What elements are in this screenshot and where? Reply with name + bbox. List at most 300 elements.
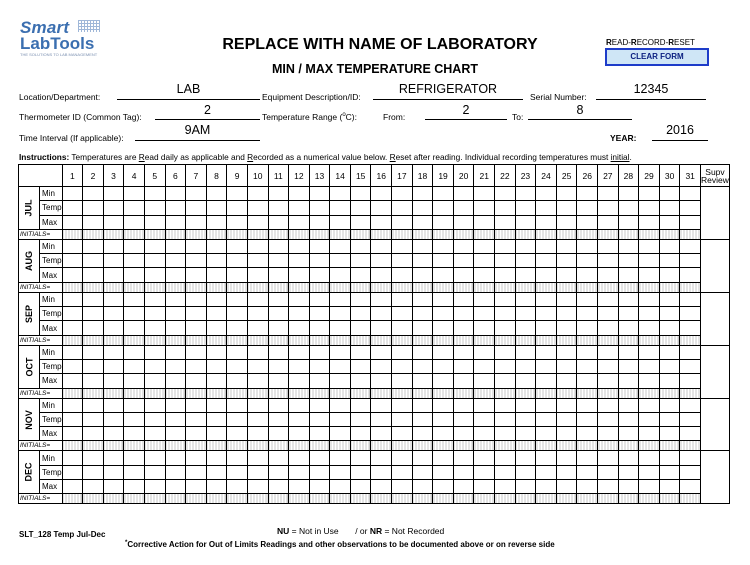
temp-cell[interactable]: [392, 398, 413, 412]
temp-cell[interactable]: [433, 215, 454, 229]
temp-cell[interactable]: [495, 412, 516, 426]
temp-cell[interactable]: [474, 215, 495, 229]
temp-cell[interactable]: [639, 292, 660, 306]
temp-cell[interactable]: [330, 427, 351, 441]
temp-cell[interactable]: [495, 345, 516, 359]
temp-cell[interactable]: [186, 359, 207, 373]
temp-cell[interactable]: [144, 427, 165, 441]
temp-cell[interactable]: [536, 427, 557, 441]
initials-cell[interactable]: [392, 335, 413, 345]
temp-cell[interactable]: [247, 215, 268, 229]
temp-cell[interactable]: [659, 239, 680, 253]
temp-cell[interactable]: [392, 254, 413, 268]
temp-cell[interactable]: [577, 451, 598, 465]
temp-cell[interactable]: [680, 480, 701, 494]
temp-cell[interactable]: [495, 480, 516, 494]
temp-cell[interactable]: [515, 427, 536, 441]
temp-cell[interactable]: [83, 465, 104, 479]
temp-cell[interactable]: [186, 254, 207, 268]
temp-cell[interactable]: [289, 359, 310, 373]
temp-cell[interactable]: [83, 480, 104, 494]
temp-cell[interactable]: [103, 187, 124, 201]
temp-cell[interactable]: [186, 239, 207, 253]
initials-cell[interactable]: [515, 494, 536, 504]
temp-cell[interactable]: [103, 215, 124, 229]
temp-cell[interactable]: [577, 427, 598, 441]
temp-cell[interactable]: [495, 292, 516, 306]
temp-cell[interactable]: [392, 359, 413, 373]
initials-cell[interactable]: [124, 494, 145, 504]
temp-cell[interactable]: [289, 254, 310, 268]
temp-cell[interactable]: [83, 239, 104, 253]
initials-cell[interactable]: [165, 282, 186, 292]
temp-cell[interactable]: [577, 307, 598, 321]
initials-cell[interactable]: [227, 335, 248, 345]
temp-cell[interactable]: [350, 307, 371, 321]
initials-cell[interactable]: [289, 494, 310, 504]
temp-cell[interactable]: [412, 187, 433, 201]
initials-cell[interactable]: [83, 335, 104, 345]
temp-cell[interactable]: [247, 451, 268, 465]
initials-cell[interactable]: [495, 441, 516, 451]
temp-cell[interactable]: [659, 480, 680, 494]
temp-cell[interactable]: [144, 187, 165, 201]
temp-cell[interactable]: [371, 215, 392, 229]
temp-cell[interactable]: [680, 321, 701, 335]
temp-cell[interactable]: [124, 307, 145, 321]
temp-cell[interactable]: [247, 292, 268, 306]
temp-cell[interactable]: [268, 480, 289, 494]
initials-cell[interactable]: [659, 388, 680, 398]
temp-cell[interactable]: [165, 451, 186, 465]
temp-cell[interactable]: [350, 398, 371, 412]
temp-cell[interactable]: [206, 307, 227, 321]
temp-cell[interactable]: [536, 398, 557, 412]
temp-cell[interactable]: [556, 292, 577, 306]
temp-cell[interactable]: [371, 254, 392, 268]
temp-cell[interactable]: [556, 374, 577, 388]
temp-cell[interactable]: [598, 321, 619, 335]
initials-cell[interactable]: [83, 441, 104, 451]
temp-cell[interactable]: [186, 398, 207, 412]
temp-cell[interactable]: [83, 345, 104, 359]
temp-cell[interactable]: [412, 321, 433, 335]
initials-cell[interactable]: [247, 335, 268, 345]
temp-cell[interactable]: [412, 345, 433, 359]
initials-cell[interactable]: [536, 229, 557, 239]
temp-cell[interactable]: [618, 480, 639, 494]
temp-cell[interactable]: [268, 345, 289, 359]
temp-cell[interactable]: [433, 359, 454, 373]
temp-cell[interactable]: [227, 427, 248, 441]
temp-cell[interactable]: [659, 398, 680, 412]
temp-cell[interactable]: [268, 254, 289, 268]
temp-cell[interactable]: [680, 465, 701, 479]
temp-cell[interactable]: [659, 427, 680, 441]
temp-cell[interactable]: [206, 480, 227, 494]
temp-cell[interactable]: [165, 254, 186, 268]
temp-cell[interactable]: [227, 201, 248, 215]
location-value[interactable]: LAB: [176, 82, 201, 96]
temp-cell[interactable]: [83, 201, 104, 215]
initials-cell[interactable]: [268, 441, 289, 451]
initials-cell[interactable]: [598, 335, 619, 345]
temp-cell[interactable]: [433, 451, 454, 465]
temp-cell[interactable]: [62, 254, 83, 268]
temp-cell[interactable]: [289, 427, 310, 441]
temp-cell[interactable]: [598, 254, 619, 268]
initials-cell[interactable]: [186, 335, 207, 345]
temp-cell[interactable]: [495, 465, 516, 479]
temp-cell[interactable]: [206, 427, 227, 441]
temp-cell[interactable]: [453, 239, 474, 253]
initials-cell[interactable]: [247, 494, 268, 504]
temp-cell[interactable]: [144, 465, 165, 479]
temp-cell[interactable]: [103, 307, 124, 321]
temp-cell[interactable]: [515, 465, 536, 479]
initials-cell[interactable]: [453, 441, 474, 451]
temp-cell[interactable]: [186, 427, 207, 441]
temp-cell[interactable]: [556, 427, 577, 441]
temp-cell[interactable]: [598, 292, 619, 306]
temp-cell[interactable]: [371, 187, 392, 201]
initials-cell[interactable]: [577, 388, 598, 398]
initials-cell[interactable]: [556, 282, 577, 292]
temp-cell[interactable]: [309, 239, 330, 253]
temp-cell[interactable]: [309, 268, 330, 282]
temp-cell[interactable]: [618, 292, 639, 306]
temp-cell[interactable]: [392, 239, 413, 253]
temp-cell[interactable]: [165, 321, 186, 335]
temp-cell[interactable]: [227, 268, 248, 282]
temp-cell[interactable]: [289, 321, 310, 335]
temp-cell[interactable]: [598, 359, 619, 373]
temp-cell[interactable]: [659, 321, 680, 335]
to-value[interactable]: 8: [576, 103, 584, 117]
temp-cell[interactable]: [247, 254, 268, 268]
initials-cell[interactable]: [577, 335, 598, 345]
temp-cell[interactable]: [639, 321, 660, 335]
initials-cell[interactable]: [515, 335, 536, 345]
temp-cell[interactable]: [103, 239, 124, 253]
temp-cell[interactable]: [453, 374, 474, 388]
temp-cell[interactable]: [392, 374, 413, 388]
temp-cell[interactable]: [618, 268, 639, 282]
temp-cell[interactable]: [536, 465, 557, 479]
temp-cell[interactable]: [227, 215, 248, 229]
initials-cell[interactable]: [453, 335, 474, 345]
temp-cell[interactable]: [536, 254, 557, 268]
temp-cell[interactable]: [598, 307, 619, 321]
temp-cell[interactable]: [371, 201, 392, 215]
temp-cell[interactable]: [536, 239, 557, 253]
temp-cell[interactable]: [206, 451, 227, 465]
temp-cell[interactable]: [474, 321, 495, 335]
temp-cell[interactable]: [165, 345, 186, 359]
temp-cell[interactable]: [144, 398, 165, 412]
temp-cell[interactable]: [495, 187, 516, 201]
temp-cell[interactable]: [371, 451, 392, 465]
temp-cell[interactable]: [124, 451, 145, 465]
initials-cell[interactable]: [556, 229, 577, 239]
initials-cell[interactable]: [206, 335, 227, 345]
temp-cell[interactable]: [659, 268, 680, 282]
temp-cell[interactable]: [412, 307, 433, 321]
initials-cell[interactable]: [227, 494, 248, 504]
temp-cell[interactable]: [289, 345, 310, 359]
initials-cell[interactable]: [206, 388, 227, 398]
initials-cell[interactable]: [556, 388, 577, 398]
temp-cell[interactable]: [392, 307, 413, 321]
temp-cell[interactable]: [536, 412, 557, 426]
initials-cell[interactable]: [453, 229, 474, 239]
temp-cell[interactable]: [412, 201, 433, 215]
temp-cell[interactable]: [371, 398, 392, 412]
temp-cell[interactable]: [433, 427, 454, 441]
temp-cell[interactable]: [577, 215, 598, 229]
initials-cell[interactable]: [474, 441, 495, 451]
temp-cell[interactable]: [556, 307, 577, 321]
temp-cell[interactable]: [618, 187, 639, 201]
temp-cell[interactable]: [598, 412, 619, 426]
temp-cell[interactable]: [330, 345, 351, 359]
temp-cell[interactable]: [515, 239, 536, 253]
temp-cell[interactable]: [680, 398, 701, 412]
temp-cell[interactable]: [433, 239, 454, 253]
initials-cell[interactable]: [639, 388, 660, 398]
temp-cell[interactable]: [392, 215, 413, 229]
temp-cell[interactable]: [289, 292, 310, 306]
initials-cell[interactable]: [289, 282, 310, 292]
temp-cell[interactable]: [165, 412, 186, 426]
initials-cell[interactable]: [144, 388, 165, 398]
initials-cell[interactable]: [350, 388, 371, 398]
temp-cell[interactable]: [165, 427, 186, 441]
initials-cell[interactable]: [186, 229, 207, 239]
temp-cell[interactable]: [577, 465, 598, 479]
temp-cell[interactable]: [144, 239, 165, 253]
temp-cell[interactable]: [474, 201, 495, 215]
initials-cell[interactable]: [227, 441, 248, 451]
temp-cell[interactable]: [268, 239, 289, 253]
temp-cell[interactable]: [453, 321, 474, 335]
temp-cell[interactable]: [165, 187, 186, 201]
initials-cell[interactable]: [309, 388, 330, 398]
temp-cell[interactable]: [309, 187, 330, 201]
temp-cell[interactable]: [103, 427, 124, 441]
temp-cell[interactable]: [659, 307, 680, 321]
temp-cell[interactable]: [62, 321, 83, 335]
temp-cell[interactable]: [247, 187, 268, 201]
temp-cell[interactable]: [598, 398, 619, 412]
temp-cell[interactable]: [639, 480, 660, 494]
temp-cell[interactable]: [453, 268, 474, 282]
temp-cell[interactable]: [83, 451, 104, 465]
temp-cell[interactable]: [227, 239, 248, 253]
temp-cell[interactable]: [474, 465, 495, 479]
initials-cell[interactable]: [289, 335, 310, 345]
temp-cell[interactable]: [227, 321, 248, 335]
initials-cell[interactable]: [618, 494, 639, 504]
temp-cell[interactable]: [474, 374, 495, 388]
temp-cell[interactable]: [495, 451, 516, 465]
temp-cell[interactable]: [453, 345, 474, 359]
temp-cell[interactable]: [268, 292, 289, 306]
temp-cell[interactable]: [83, 374, 104, 388]
initials-cell[interactable]: [639, 441, 660, 451]
initials-cell[interactable]: [680, 282, 701, 292]
temp-cell[interactable]: [309, 465, 330, 479]
temp-cell[interactable]: [453, 359, 474, 373]
temp-cell[interactable]: [618, 307, 639, 321]
initials-cell[interactable]: [433, 494, 454, 504]
initials-cell[interactable]: [659, 282, 680, 292]
temp-cell[interactable]: [536, 307, 557, 321]
initials-cell[interactable]: [206, 282, 227, 292]
temp-cell[interactable]: [350, 215, 371, 229]
temp-cell[interactable]: [206, 359, 227, 373]
temp-cell[interactable]: [371, 239, 392, 253]
temp-cell[interactable]: [495, 374, 516, 388]
temp-cell[interactable]: [144, 268, 165, 282]
temp-cell[interactable]: [206, 412, 227, 426]
initials-cell[interactable]: [289, 229, 310, 239]
initials-cell[interactable]: [371, 441, 392, 451]
initials-cell[interactable]: [227, 388, 248, 398]
temp-cell[interactable]: [639, 398, 660, 412]
temp-cell[interactable]: [453, 215, 474, 229]
initials-cell[interactable]: [62, 388, 83, 398]
temp-cell[interactable]: [474, 427, 495, 441]
temp-cell[interactable]: [556, 254, 577, 268]
temp-cell[interactable]: [412, 268, 433, 282]
initials-cell[interactable]: [412, 441, 433, 451]
initials-cell[interactable]: [124, 441, 145, 451]
initials-cell[interactable]: [453, 282, 474, 292]
temp-cell[interactable]: [227, 187, 248, 201]
initials-cell[interactable]: [330, 335, 351, 345]
temp-cell[interactable]: [453, 398, 474, 412]
initials-cell[interactable]: [83, 229, 104, 239]
temp-cell[interactable]: [556, 201, 577, 215]
temp-cell[interactable]: [227, 292, 248, 306]
temp-cell[interactable]: [495, 321, 516, 335]
temp-cell[interactable]: [618, 427, 639, 441]
temp-cell[interactable]: [577, 359, 598, 373]
temp-cell[interactable]: [577, 201, 598, 215]
temp-cell[interactable]: [577, 398, 598, 412]
initials-cell[interactable]: [680, 335, 701, 345]
temp-cell[interactable]: [495, 359, 516, 373]
temp-cell[interactable]: [536, 201, 557, 215]
temp-cell[interactable]: [268, 451, 289, 465]
temp-cell[interactable]: [453, 465, 474, 479]
temp-cell[interactable]: [474, 451, 495, 465]
initials-cell[interactable]: [247, 388, 268, 398]
temp-cell[interactable]: [598, 480, 619, 494]
temp-cell[interactable]: [639, 374, 660, 388]
temp-cell[interactable]: [289, 215, 310, 229]
temp-cell[interactable]: [289, 239, 310, 253]
temp-cell[interactable]: [598, 215, 619, 229]
temp-cell[interactable]: [556, 359, 577, 373]
initials-cell[interactable]: [268, 388, 289, 398]
temp-cell[interactable]: [412, 374, 433, 388]
temp-cell[interactable]: [350, 201, 371, 215]
initials-cell[interactable]: [165, 441, 186, 451]
initials-cell[interactable]: [639, 282, 660, 292]
temp-cell[interactable]: [659, 412, 680, 426]
temp-cell[interactable]: [495, 201, 516, 215]
temp-cell[interactable]: [124, 465, 145, 479]
temp-cell[interactable]: [144, 451, 165, 465]
temp-cell[interactable]: [598, 201, 619, 215]
temp-cell[interactable]: [247, 398, 268, 412]
temp-cell[interactable]: [639, 307, 660, 321]
temp-cell[interactable]: [556, 268, 577, 282]
temp-cell[interactable]: [330, 292, 351, 306]
temp-cell[interactable]: [309, 451, 330, 465]
temp-cell[interactable]: [371, 321, 392, 335]
supv-review-cell[interactable]: [700, 239, 729, 292]
initials-cell[interactable]: [659, 441, 680, 451]
temp-cell[interactable]: [309, 374, 330, 388]
temp-cell[interactable]: [83, 215, 104, 229]
temp-cell[interactable]: [309, 480, 330, 494]
temp-cell[interactable]: [371, 292, 392, 306]
temp-cell[interactable]: [144, 201, 165, 215]
initials-cell[interactable]: [495, 282, 516, 292]
initials-cell[interactable]: [680, 441, 701, 451]
temp-cell[interactable]: [124, 398, 145, 412]
temp-cell[interactable]: [124, 254, 145, 268]
initials-cell[interactable]: [165, 229, 186, 239]
temp-cell[interactable]: [330, 187, 351, 201]
temp-cell[interactable]: [247, 359, 268, 373]
temp-cell[interactable]: [62, 451, 83, 465]
temp-cell[interactable]: [350, 268, 371, 282]
temp-cell[interactable]: [330, 412, 351, 426]
initials-cell[interactable]: [680, 388, 701, 398]
initials-cell[interactable]: [392, 282, 413, 292]
temp-cell[interactable]: [330, 254, 351, 268]
temp-cell[interactable]: [83, 398, 104, 412]
temp-cell[interactable]: [577, 321, 598, 335]
temp-cell[interactable]: [206, 321, 227, 335]
temp-cell[interactable]: [474, 307, 495, 321]
initials-cell[interactable]: [433, 282, 454, 292]
initials-cell[interactable]: [474, 388, 495, 398]
temp-cell[interactable]: [247, 268, 268, 282]
initials-cell[interactable]: [350, 335, 371, 345]
temp-cell[interactable]: [247, 239, 268, 253]
initials-cell[interactable]: [330, 441, 351, 451]
initials-cell[interactable]: [62, 335, 83, 345]
temp-cell[interactable]: [536, 215, 557, 229]
temp-cell[interactable]: [289, 201, 310, 215]
initials-cell[interactable]: [165, 494, 186, 504]
temp-cell[interactable]: [247, 307, 268, 321]
temp-cell[interactable]: [350, 321, 371, 335]
temp-cell[interactable]: [536, 187, 557, 201]
initials-cell[interactable]: [433, 441, 454, 451]
initials-cell[interactable]: [659, 494, 680, 504]
temp-cell[interactable]: [330, 307, 351, 321]
temp-cell[interactable]: [433, 187, 454, 201]
initials-cell[interactable]: [556, 441, 577, 451]
temp-cell[interactable]: [330, 215, 351, 229]
temp-cell[interactable]: [268, 307, 289, 321]
